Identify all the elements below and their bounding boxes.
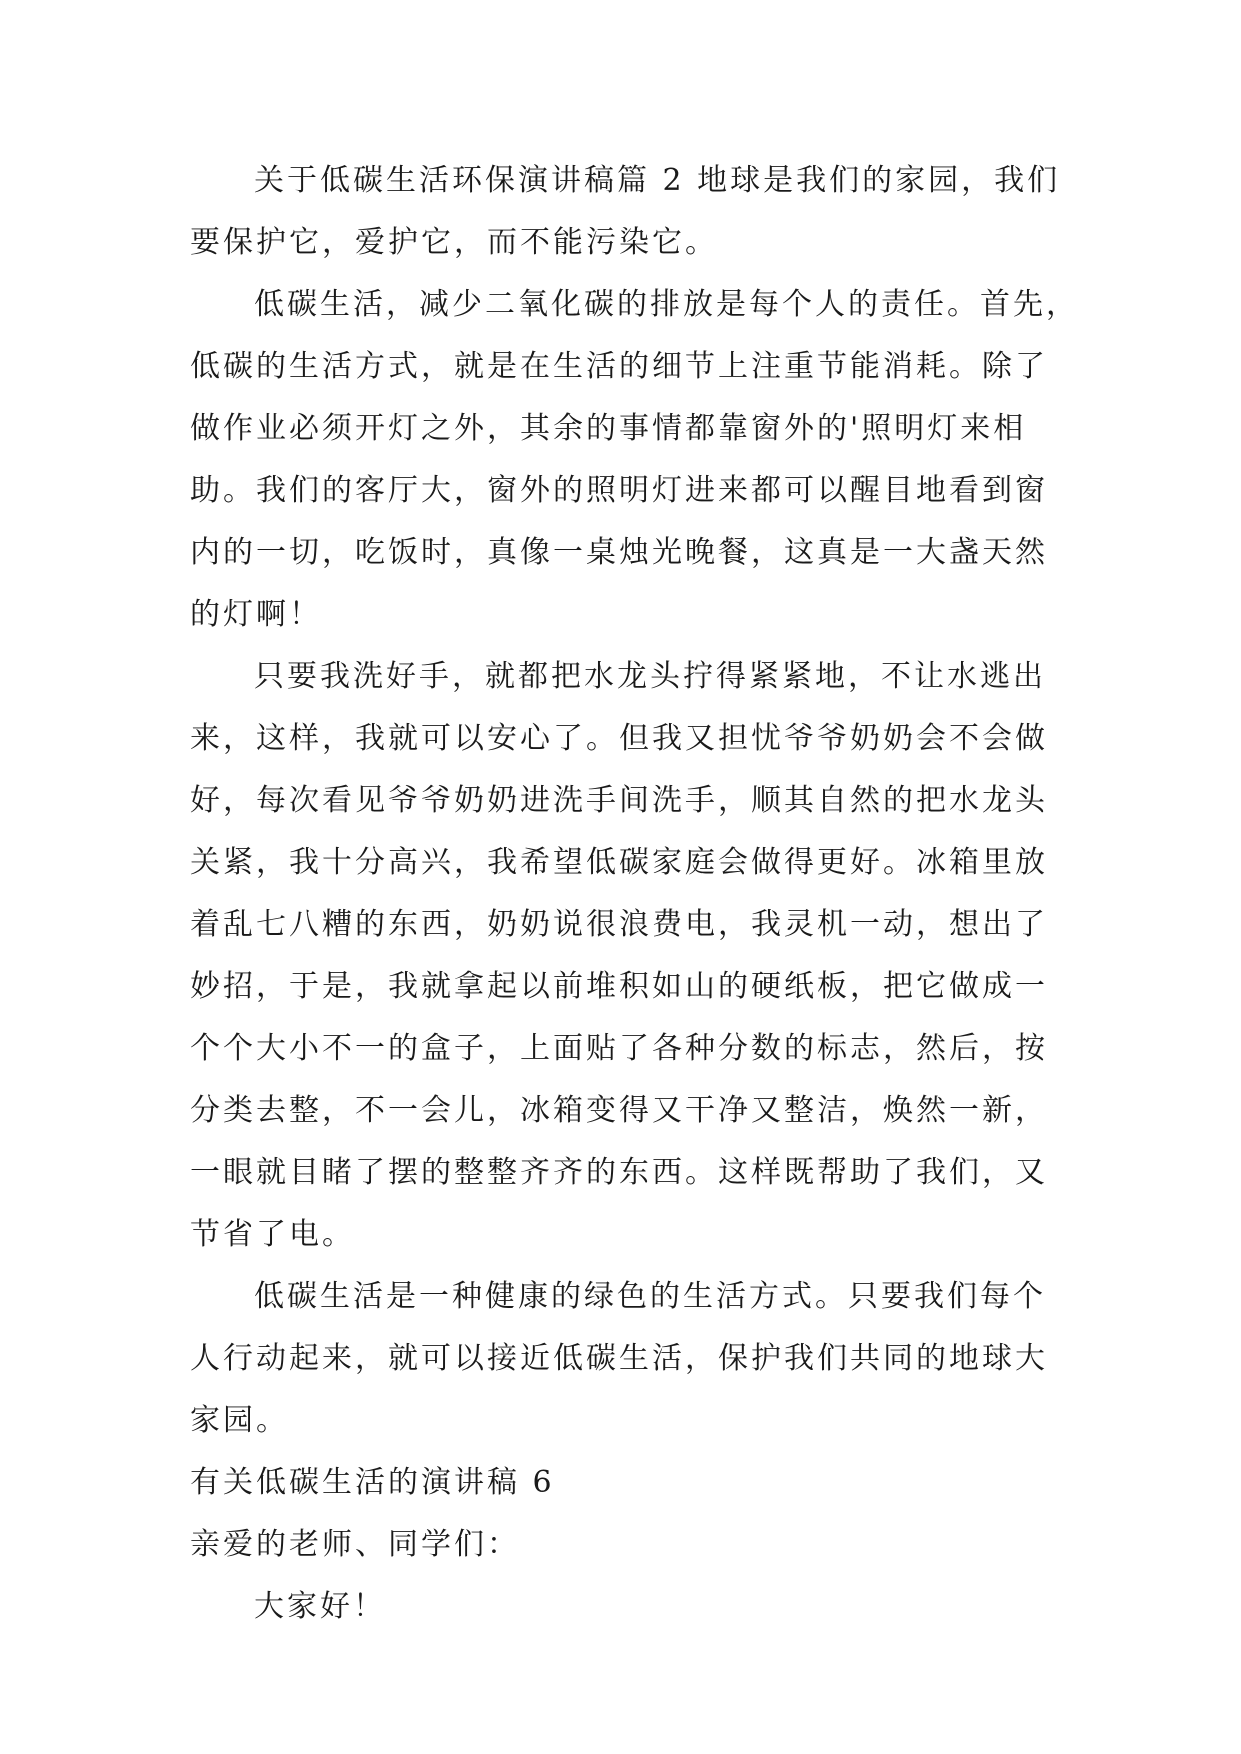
text-line: 家园。 (190, 1403, 289, 1438)
text-line: 要保护它，爱护它，而不能污染它。 (190, 225, 718, 260)
text-line: 的灯啊！ (190, 597, 322, 632)
section-heading: 有关低碳生活的演讲稿 6 (190, 1465, 555, 1500)
text-line: 人行动起来，就可以接近低碳生活，保护我们共同的地球大 (190, 1341, 1048, 1376)
text-line: 内的一切，吃饭时，真像一桌烛光晚餐，这真是一大盏天然 (190, 535, 1048, 570)
text-line: 做作业必须开灯之外，其余的事情都靠窗外的'照明灯来相 (190, 411, 1027, 446)
text-line: 一眼就目睹了摆的整整齐齐的东西。这样既帮助了我们，又 (190, 1155, 1048, 1190)
text-line: 助。我们的客厅大，窗外的照明灯进来都可以醒目地看到窗 (190, 473, 1048, 508)
text-line: 关于低碳生活环保演讲稿篇 2 地球是我们的家园，我们 (254, 163, 1061, 198)
text-line: 低碳生活是一种健康的绿色的生活方式。只要我们每个 (254, 1279, 1046, 1314)
document-body (190, 150, 1079, 1638)
text-line: 低碳生活，减少二氧化碳的排放是每个人的责任。首先， (254, 287, 1079, 322)
salutation: 亲爱的老师、同学们： (190, 1527, 520, 1562)
greeting: 大家好！ (254, 1589, 386, 1624)
text-line: 分类去整，不一会儿，冰箱变得又干净又整洁，焕然一新， (190, 1093, 1048, 1128)
text-line: 好，每次看见爷爷奶奶进洗手间洗手，顺其自然的把水龙头 (190, 783, 1048, 818)
text-line: 妙招，于是，我就拿起以前堆积如山的硬纸板，把它做成一 (190, 969, 1048, 1004)
text-line: 个个大小不一的盒子，上面贴了各种分数的标志，然后，按 (190, 1031, 1048, 1066)
text-line: 着乱七八糟的东西，奶奶说很浪费电，我灵机一动，想出了 (190, 907, 1048, 942)
text-line: 低碳的生活方式，就是在生活的细节上注重节能消耗。除了 (190, 349, 1048, 384)
text-line: 关紧，我十分高兴，我希望低碳家庭会做得更好。冰箱里放 (190, 845, 1048, 880)
text-line: 节省了电。 (190, 1217, 355, 1252)
text-line: 来，这样，我就可以安心了。但我又担忧爷爷奶奶会不会做 (190, 721, 1048, 756)
text-line: 只要我洗好手，就都把水龙头拧得紧紧地，不让水逃出 (254, 659, 1046, 694)
